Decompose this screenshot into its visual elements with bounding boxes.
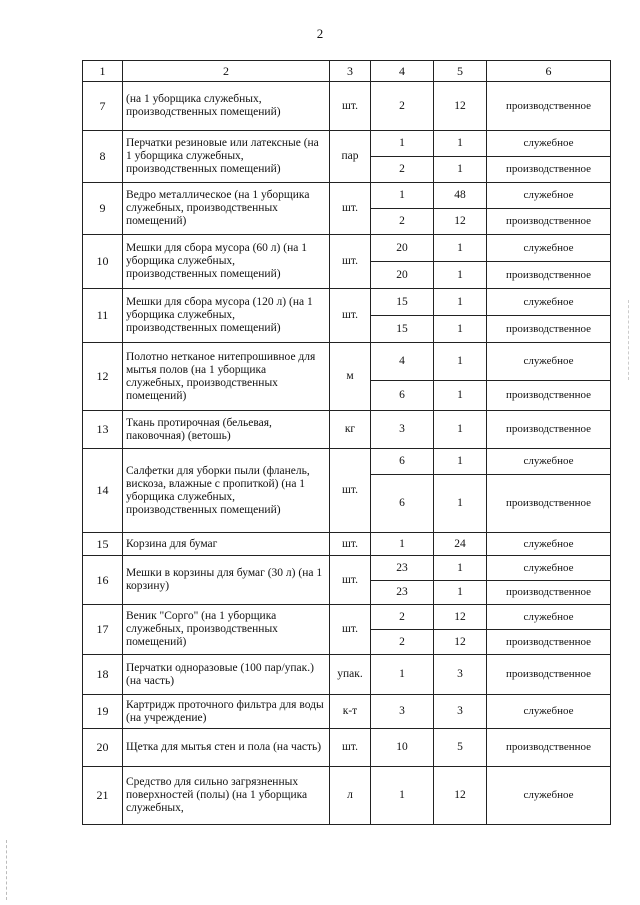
table-row	[83, 131, 611, 157]
item-quantity: 15	[371, 316, 434, 343]
row-number: 11	[83, 289, 123, 343]
item-category: производственное	[487, 316, 611, 343]
item-quantity: 2	[371, 605, 434, 630]
item-quantity: 1	[371, 767, 434, 825]
item-category: производственное	[487, 157, 611, 183]
table-row	[83, 556, 611, 581]
item-quantity: 6	[371, 381, 434, 411]
item-period: 1	[434, 262, 487, 289]
item-unit: шт.	[330, 605, 371, 655]
item-quantity: 15	[371, 289, 434, 316]
table-row	[83, 183, 611, 209]
item-unit: пар	[330, 131, 371, 183]
header-cell: 1	[83, 61, 123, 82]
row-number: 19	[83, 695, 123, 729]
item-quantity: 2	[371, 157, 434, 183]
item-unit: шт.	[330, 533, 371, 556]
item-category: производственное	[487, 262, 611, 289]
item-unit: упак.	[330, 655, 371, 695]
item-category: служебное	[487, 343, 611, 381]
item-period: 12	[434, 630, 487, 655]
table-row	[83, 729, 611, 767]
page-number: 2	[316, 26, 324, 41]
item-category: служебное	[487, 289, 611, 316]
row-number: 13	[83, 411, 123, 449]
item-category: производственное	[487, 381, 611, 411]
table-row	[83, 82, 611, 131]
item-period: 3	[434, 655, 487, 695]
item-period: 12	[434, 605, 487, 630]
item-quantity: 1	[371, 131, 434, 157]
item-name: Картридж проточного фильтра для воды (на учреждение)	[123, 695, 330, 729]
item-category: служебное	[487, 533, 611, 556]
item-unit: шт.	[330, 729, 371, 767]
item-unit: шт.	[330, 183, 371, 235]
item-period: 3	[434, 695, 487, 729]
item-name: Ведро металлическое (на 1 уборщика служебных, производственных помещений)	[123, 183, 330, 235]
table-row	[83, 411, 611, 449]
item-period: 1	[434, 131, 487, 157]
item-quantity: 20	[371, 262, 434, 289]
table-row	[83, 449, 611, 475]
item-quantity: 23	[371, 556, 434, 581]
table-row	[83, 235, 611, 262]
item-period: 1	[434, 581, 487, 605]
item-name: Салфетки для уборки пыли (фланель, вискоза, влажные с пропиткой) (на 1 уборщика служебных, производственных помещений)	[123, 449, 330, 533]
item-period: 1	[434, 157, 487, 183]
item-category: производственное	[487, 655, 611, 695]
header-cell: 6	[487, 61, 611, 82]
row-number: 18	[83, 655, 123, 695]
item-category: служебное	[487, 605, 611, 630]
item-category: служебное	[487, 183, 611, 209]
row-number: 7	[83, 82, 123, 131]
header-cell: 3	[330, 61, 371, 82]
table-row	[83, 605, 611, 630]
item-category: производственное	[487, 475, 611, 533]
item-unit: шт.	[330, 82, 371, 131]
row-number: 14	[83, 449, 123, 533]
item-name: Мешки в корзины для бумаг (30 л) (на 1 корзину)	[123, 556, 330, 605]
item-name: (на 1 уборщика служебных, производственных помещений)	[123, 82, 330, 131]
row-number: 8	[83, 131, 123, 183]
item-quantity: 2	[371, 82, 434, 131]
header-row	[83, 61, 611, 82]
item-period: 1	[434, 556, 487, 581]
item-category: служебное	[487, 767, 611, 825]
item-quantity: 3	[371, 695, 434, 729]
item-category: производственное	[487, 411, 611, 449]
item-period: 1	[434, 343, 487, 381]
item-quantity: 6	[371, 475, 434, 533]
item-category: служебное	[487, 449, 611, 475]
item-category: служебное	[487, 695, 611, 729]
item-period: 24	[434, 533, 487, 556]
item-name: Щетка для мытья стен и пола (на часть)	[123, 729, 330, 767]
item-period: 12	[434, 209, 487, 235]
item-category: служебное	[487, 556, 611, 581]
item-quantity: 6	[371, 449, 434, 475]
item-unit: кг	[330, 411, 371, 449]
item-unit: шт.	[330, 289, 371, 343]
item-period: 12	[434, 82, 487, 131]
item-name: Ткань протирочная (бельевая, паковочная) (ветошь)	[123, 411, 330, 449]
row-number: 15	[83, 533, 123, 556]
items-table	[82, 60, 611, 825]
item-period: 1	[434, 475, 487, 533]
item-unit: м	[330, 343, 371, 411]
item-unit: шт.	[330, 449, 371, 533]
item-period: 1	[434, 289, 487, 316]
item-name: Средство для сильно загрязненных поверхностей (полы) (на 1 уборщика служебных,	[123, 767, 330, 825]
item-quantity: 23	[371, 581, 434, 605]
item-period: 12	[434, 767, 487, 825]
item-quantity: 20	[371, 235, 434, 262]
item-quantity: 1	[371, 533, 434, 556]
item-unit: л	[330, 767, 371, 825]
table-row	[83, 767, 611, 825]
item-period: 48	[434, 183, 487, 209]
item-quantity: 2	[371, 630, 434, 655]
row-number: 12	[83, 343, 123, 411]
table-row	[83, 695, 611, 729]
item-name: Корзина для бумаг	[123, 533, 330, 556]
row-number: 17	[83, 605, 123, 655]
item-category: служебное	[487, 131, 611, 157]
item-category: производственное	[487, 209, 611, 235]
item-period: 1	[434, 316, 487, 343]
header-cell: 2	[123, 61, 330, 82]
item-unit: шт.	[330, 235, 371, 289]
item-unit: шт.	[330, 556, 371, 605]
item-quantity: 2	[371, 209, 434, 235]
table-row	[83, 533, 611, 556]
item-category: производственное	[487, 729, 611, 767]
item-name: Мешки для сбора мусора (120 л) (на 1 уборщика служебных, производственных помещений)	[123, 289, 330, 343]
item-quantity: 10	[371, 729, 434, 767]
row-number: 9	[83, 183, 123, 235]
header-cell: 4	[371, 61, 434, 82]
item-period: 1	[434, 381, 487, 411]
item-period: 1	[434, 449, 487, 475]
item-quantity: 1	[371, 655, 434, 695]
row-number: 16	[83, 556, 123, 605]
scan-margin-mark	[6, 840, 8, 900]
item-category: производственное	[487, 581, 611, 605]
item-name: Перчатки резиновые или латексные (на 1 уборщика служебных, производственных помещений)	[123, 131, 330, 183]
item-category: служебное	[487, 235, 611, 262]
item-name: Полотно нетканое нитепрошивное для мытья полов (на 1 уборщика служебных, производственных помещений)	[123, 343, 330, 411]
item-unit: к-т	[330, 695, 371, 729]
item-name: Перчатки одноразовые (100 пар/упак.) (на часть)	[123, 655, 330, 695]
item-quantity: 4	[371, 343, 434, 381]
item-category: производственное	[487, 82, 611, 131]
item-period: 1	[434, 235, 487, 262]
header-cell: 5	[434, 61, 487, 82]
row-number: 21	[83, 767, 123, 825]
row-number: 10	[83, 235, 123, 289]
scan-margin-mark	[628, 300, 630, 380]
item-name: Веник "Сорго" (на 1 уборщика служебных, производственных помещений)	[123, 605, 330, 655]
row-number: 20	[83, 729, 123, 767]
item-category: производственное	[487, 630, 611, 655]
table-row	[83, 343, 611, 381]
item-quantity: 3	[371, 411, 434, 449]
item-quantity: 1	[371, 183, 434, 209]
item-period: 1	[434, 411, 487, 449]
table-row	[83, 655, 611, 695]
item-period: 5	[434, 729, 487, 767]
item-name: Мешки для сбора мусора (60 л) (на 1 уборщика служебных, производственных помещений)	[123, 235, 330, 289]
table-row	[83, 289, 611, 316]
